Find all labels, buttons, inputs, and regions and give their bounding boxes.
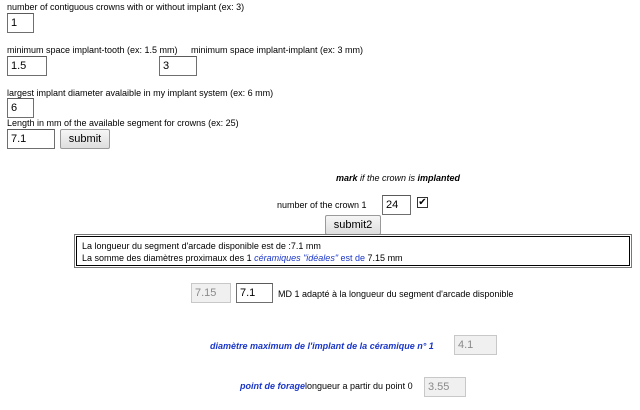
implanted-word: implanted [417, 173, 461, 183]
submit2-button[interactable]: submit2 [325, 215, 381, 235]
md-input[interactable] [236, 283, 273, 303]
drill-point-label [240, 381, 413, 392]
largest-diameter-input[interactable] [7, 98, 34, 118]
drill-point-value [424, 377, 466, 397]
result-line-1: La longueur du segment d'arcade disponible est de :7.1 mm [82, 241, 321, 251]
segment-length-input[interactable] [7, 129, 55, 149]
ceramic-ideal-text: céramiques "idéales" [254, 253, 339, 263]
submit-button[interactable]: submit [60, 129, 110, 149]
mark-middle-text: if the crown is [357, 173, 418, 183]
drill-point-bold: point de forage [240, 381, 305, 391]
result-line-2-mid: est de [338, 253, 366, 263]
implanted-checkbox[interactable]: ✔ [418, 197, 427, 208]
mark-word: mark [336, 173, 358, 183]
md-computed-value [191, 283, 231, 303]
space-implant-tooth-input[interactable] [7, 56, 47, 76]
crown-number-input[interactable] [382, 195, 411, 215]
result-line-2-prefix: La somme des diamètres proximaux des 1 [82, 253, 255, 263]
space-implant-implant-label: minimum space implant-implant (ex: 3 mm) [191, 45, 364, 55]
md-label: MD 1 adapté à la longueur du segment d'arcade disponible [278, 289, 514, 299]
max-diameter-label: diamètre maximum de l'implant de la céramique n° 1 [210, 341, 434, 351]
crown-number-label: number of the crown 1 [277, 200, 367, 210]
result-line-2 [82, 252, 624, 264]
max-diameter-value [454, 335, 497, 355]
mark-instruction [336, 173, 460, 184]
largest-diameter-label: largest implant diameter avalaible in my implant system (ex: 6 mm) [7, 88, 274, 98]
crowns-count-label: number of contiguous crowns with or without implant (ex: 3) [7, 2, 245, 12]
crowns-count-input[interactable] [7, 13, 34, 33]
space-implant-implant-input[interactable] [159, 56, 197, 76]
drill-point-rest: longueur a partir du point 0 [305, 381, 413, 391]
space-implant-tooth-label: minimum space implant-tooth (ex: 1.5 mm) [7, 45, 178, 55]
result-box [76, 236, 630, 266]
segment-length-label: Length in mm of the available segment for crowns (ex: 25) [7, 118, 239, 128]
result-line-2-suffix: 7.15 mm [365, 253, 403, 263]
